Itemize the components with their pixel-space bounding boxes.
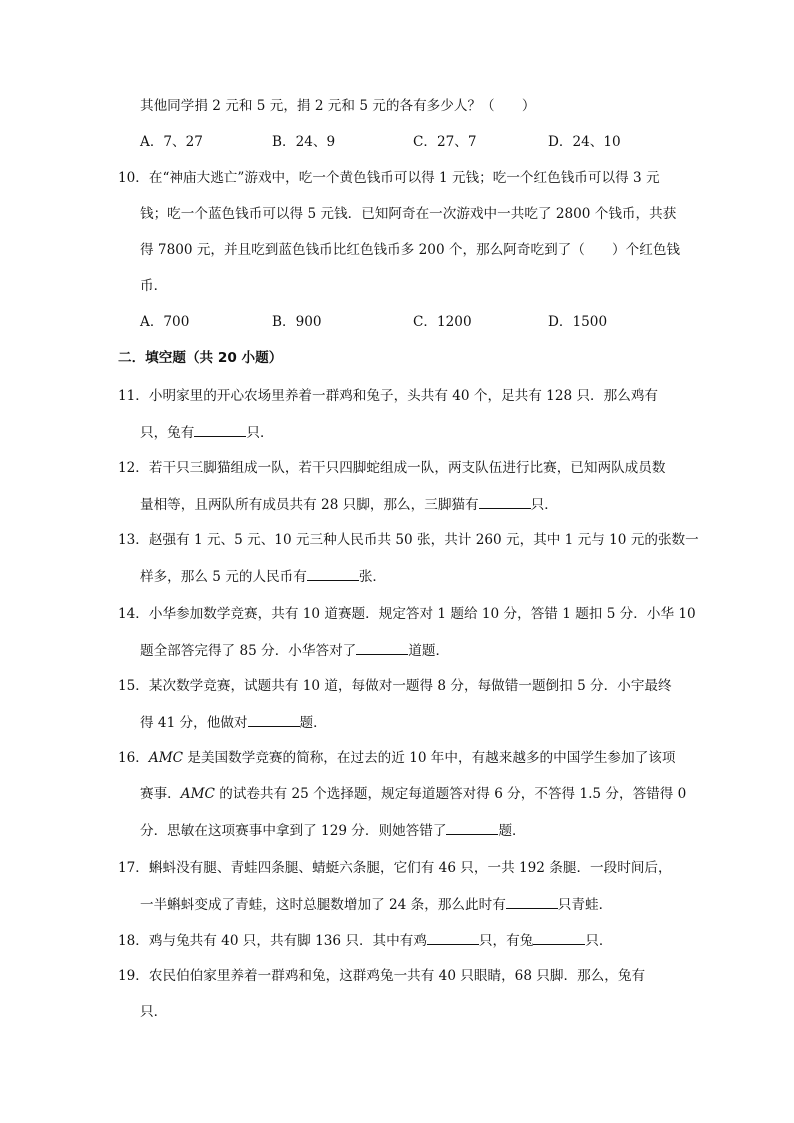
q19-line-1: 19．农民伯伯家里养着一群鸡和兔，这群鸡兔一共有 40 只眼睛，68 只脚．那么，兔有 <box>118 968 646 984</box>
q9-option-b: B．24、9 <box>272 134 336 150</box>
q10-option-a: A．700 <box>140 314 190 330</box>
q12-line-1: 12．若干只三脚猫组成一队，若干只四脚蛇组成一队，两支队伍进行比赛，已知两队成员数 <box>118 460 666 476</box>
q9-option-a: A．7、27 <box>140 134 203 150</box>
q17-line-2 <box>140 894 612 914</box>
q11-line-2 <box>140 422 274 442</box>
q12-text-b: 只． <box>530 497 558 513</box>
q10-option-d: D．1500 <box>548 314 608 330</box>
q11-text-a: 只，兔有 <box>140 425 195 441</box>
q16-amc-term-2: AMC <box>180 786 215 802</box>
q13-line-2 <box>140 566 386 586</box>
q14-line-1: 14．小华参加数学竞赛，共有 10 道赛题．规定答对 1 题给 10 分，答错 1 题扣 5 分．小华 10 <box>118 606 696 622</box>
q17-line-1: 17．蝌蚪没有腿、青蛙四条腿、蜻蜓六条腿，它们有 46 只，一共 192 条腿．一段时间后， <box>118 860 672 876</box>
q16-text-1: 是美国数学竞赛的简称，在过去的近 10 年中，有越来越多的中国学生参加了该项 <box>183 750 676 766</box>
q14-text-a: 题全部答完得了 85 分．小华答对了 <box>140 643 357 659</box>
q16-amc-term: AMC <box>148 750 184 766</box>
q16-text-3a: 分．思敏在这项赛事中拿到了 129 分．则她答错了 <box>140 823 447 839</box>
q18-text-a: 18．鸡与兔共有 40 只，共有脚 136 只．其中有鸡 <box>118 933 427 949</box>
q14-answer-blank[interactable] <box>356 640 408 655</box>
q17-text-a: 一半蝌蚪变成了青蛙，这时总腿数增加了 24 条，那么此时有 <box>140 897 506 913</box>
q14-text-b: 道题． <box>408 643 450 659</box>
q9-line-1: 其他同学捐 2 元和 5 元，捐 2 元和 5 元的各有多少人？（ ） <box>140 98 536 114</box>
q16-line-3 <box>140 820 526 840</box>
q18-text-b: 只，有兔 <box>478 933 534 949</box>
q13-line-1: 13．赵强有 1 元、5 元、10 元三种人民币共 50 张，共计 260 元，其中 1 元与 10 元的张数一 <box>118 532 699 548</box>
q19-line-2: 只． <box>140 1004 168 1020</box>
q9-option-c: C．27、7 <box>413 134 477 150</box>
q14-line-2 <box>140 640 449 660</box>
q12-line-2 <box>140 494 558 514</box>
q17-text-b: 只青蛙． <box>557 897 613 913</box>
q13-text-a: 样多，那么 5 元的人民币有 <box>140 569 307 585</box>
q16-line-2 <box>140 784 686 804</box>
q10-line-1: 10．在“神庙大逃亡”游戏中，吃一个黄色钱币可以得 1 元钱；吃一个红色钱币可以得 3 元 <box>118 170 660 186</box>
q12-answer-blank[interactable] <box>479 494 531 509</box>
q15-line-1: 15．某次数学竞赛，试题共有 10 道，每做对一题得 8 分，每做错一题倒扣 5 分．小宇最终 <box>118 678 672 694</box>
q10-line-2: 钱；吃一个蓝色钱币可以得 5 元钱．已知阿奇在一次游戏中一共吃了 2800 个钱币，共获 <box>140 206 677 222</box>
q18-text-c: 只． <box>585 933 613 949</box>
q12-text-a: 量相等，且两队所有成员共有 28 只脚，那么，三脚猫有 <box>140 497 479 513</box>
q18-line-1 <box>118 930 612 950</box>
q15-line-2 <box>140 712 327 732</box>
q15-answer-blank[interactable] <box>248 712 300 727</box>
q10-line-4: 币． <box>140 278 168 294</box>
q16-number: 16． <box>118 750 149 766</box>
q17-answer-blank[interactable] <box>506 894 558 909</box>
q10-line-3: 得 7800 元，并且吃到蓝色钱币比红色钱币多 200 个，那么阿奇吃到了（ ）个红色钱 <box>140 242 681 258</box>
q13-text-b: 张． <box>358 569 387 585</box>
q16-text-3b: 题． <box>498 823 526 839</box>
q18-rabbit-blank[interactable] <box>533 930 585 945</box>
q11-answer-blank[interactable] <box>194 422 246 437</box>
q11-text-b: 只． <box>246 425 274 441</box>
q10-option-b: B．900 <box>272 314 322 330</box>
q16-text-2a: 赛事． <box>140 786 181 802</box>
q15-text-a: 得 41 分，他做对 <box>140 715 248 731</box>
q16-line-1 <box>118 748 676 768</box>
section-title-fill-in: 二．填空题（共 20 小题） <box>118 350 283 366</box>
q18-chicken-blank[interactable] <box>427 930 479 945</box>
q9-option-d: D．24、10 <box>548 134 621 150</box>
q10-option-c: C．1200 <box>413 314 472 330</box>
q16-text-2c: 的试卷共有 25 个选择题，规定每道题答对得 6 分，不答得 1.5 分，答错得 0 <box>214 786 687 802</box>
q16-answer-blank[interactable] <box>446 820 498 835</box>
q13-answer-blank[interactable] <box>307 566 359 581</box>
q15-text-b: 题． <box>299 715 327 731</box>
q11-line-1: 11．小明家里的开心农场里养着一群鸡和兔子，头共有 40 个，足共有 128 只．那么鸡有 <box>118 388 659 404</box>
